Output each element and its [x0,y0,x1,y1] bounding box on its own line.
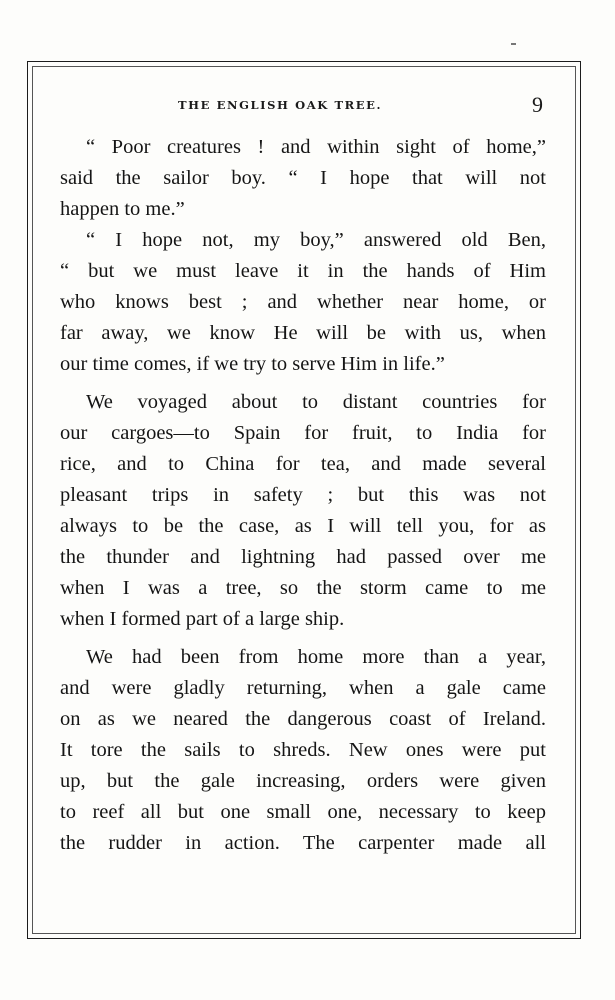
body-text [60,132,546,859]
text-line: when I was a tree, so the storm came to me [60,577,546,599]
paragraph-4 [60,642,546,859]
print-speck [511,43,516,45]
text-line: said the sailor boy. “ I hope that will not [60,167,546,189]
text-line: “ but we must leave it in the hands of Him [60,260,546,282]
text-line: “ Poor creatures ! and within sight of home,” [86,136,546,158]
text-line: It tore the sails to shreds. New ones were put [60,739,546,761]
text-line: and were gladly returning, when a gale came [60,677,546,699]
text-line: always to be the case, as I will tell you, for as [60,515,546,537]
text-line: who knows best ; and whether near home, or [60,291,546,313]
paragraph-1 [60,132,546,225]
text-line: happen to me.” [60,198,185,220]
paragraph-3 [60,387,546,635]
text-line: to reef all but one small one, necessary to keep [60,801,546,823]
text-line: We voyaged about to distant countries for [86,391,546,413]
paragraph-gap [60,635,546,642]
text-line: far away, we know He will be with us, when [60,322,546,344]
paragraph-2 [60,225,546,380]
paragraph-gap [60,380,546,387]
page-number: 9 [532,92,543,117]
text-line: the rudder in action. The carpenter made all [60,832,546,854]
text-line: when I formed part of a large ship. [60,608,345,630]
text-line: our time comes, if we try to serve Him in life.” [60,353,445,375]
text-line: We had been from home more than a year, [86,646,546,668]
running-head [0,92,615,119]
running-title: THE ENGLISH OAK TREE. [178,98,383,112]
text-line: up, but the gale increasing, orders were given [60,770,546,792]
text-line: rice, and to China for tea, and made several [60,453,546,475]
text-line: the thunder and lightning had passed over me [60,546,546,568]
text-line: pleasant trips in safety ; but this was not [60,484,546,506]
text-line: our cargoes—to Spain for fruit, to India for [60,422,546,444]
text-line: on as we neared the dangerous coast of Ireland. [60,708,546,730]
text-line: “ I hope not, my boy,” answered old Ben, [86,229,546,251]
